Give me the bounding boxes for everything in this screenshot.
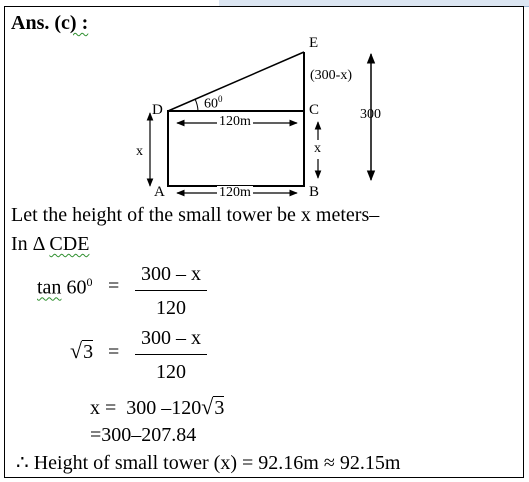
answer-label: Ans. ( — [11, 12, 62, 34]
eq4-line: =300–207.84 — [90, 424, 197, 446]
triangle-name: CDE — [49, 233, 90, 255]
top-length-label: 120m — [219, 114, 251, 129]
answer-option: c — [61, 12, 70, 34]
angle-label: $60^0$ — [204, 94, 223, 112]
total-height-label: 300 — [360, 107, 381, 122]
point-label-d: D — [152, 102, 163, 118]
conclusion-line: ∴ Height of small tower (x) = 92.16m ≈ 92.15m — [16, 452, 401, 474]
answer-suffix: ) : — [69, 12, 89, 34]
base-length-label: 120m — [219, 185, 251, 200]
eq3-line: x = 300 –120√3 — [90, 394, 225, 419]
right-height-label: x — [314, 141, 321, 156]
line-of-sight — [168, 52, 304, 111]
in-triangle-line: In Δ CDE — [11, 233, 90, 255]
eq1-denominator: 120 — [156, 297, 186, 319]
eq2-denominator: 120 — [156, 361, 186, 383]
eq2-equals: = — [108, 341, 120, 363]
point-label-b: B — [309, 184, 320, 200]
eq1-fraction — [135, 263, 207, 320]
eq2-fraction — [135, 327, 207, 384]
eq1-lhs: $\tan 60^0$ — [37, 275, 93, 299]
statement-line: Let the height of the small tower be x meters– — [11, 204, 380, 226]
point-label-e: E — [309, 35, 319, 51]
point-label-a: A — [154, 184, 165, 200]
upper-segment-label: (300-x) — [310, 68, 352, 83]
left-height-label: x — [136, 144, 143, 159]
eq2-numerator: 300 – x — [135, 327, 207, 355]
point-label-c: C — [309, 102, 320, 118]
angle-arc — [195, 99, 198, 111]
eq1-numerator: 300 – x — [135, 263, 207, 291]
eq2-lhs: √3 — [70, 338, 94, 363]
eq1-equals: = — [108, 275, 120, 297]
